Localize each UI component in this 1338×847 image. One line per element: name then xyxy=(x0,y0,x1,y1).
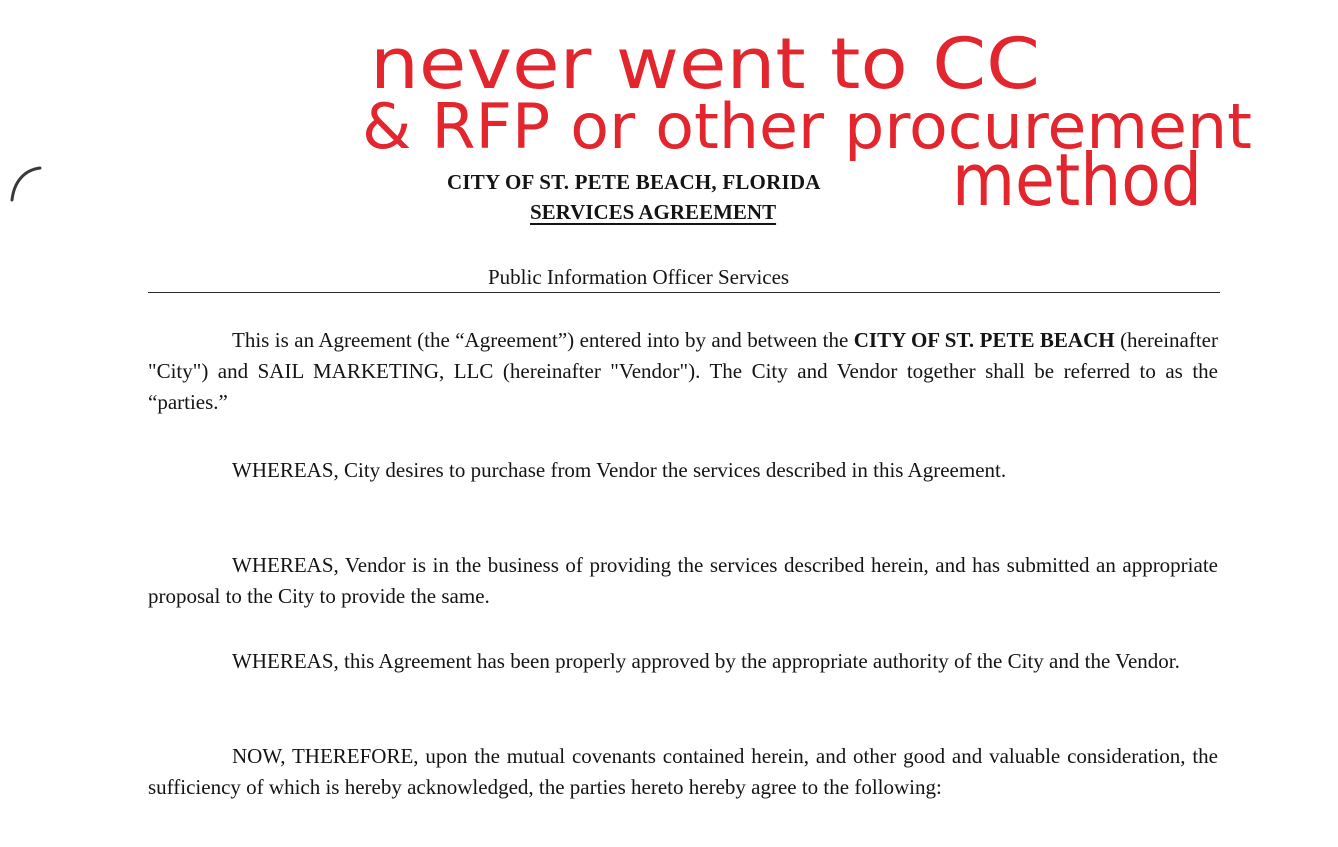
paragraph-parties xyxy=(148,325,1218,418)
paragraph-whereas-3: WHEREAS, this Agreement has been properly approved by the appropriate authority of the City and the Vendor. xyxy=(232,649,1180,673)
p1-city-bold: CITY OF ST. PETE BEACH xyxy=(853,328,1115,352)
city-heading: CITY OF ST. PETE BEACH, FLORIDA xyxy=(447,170,821,194)
agreement-subject: Public Information Officer Services xyxy=(488,265,790,289)
paragraph-whereas-2: WHEREAS, Vendor is in the business of providing the services described herein, and has submitted an appropriate proposal to the City to provide the same. xyxy=(148,553,1218,608)
subject-divider xyxy=(148,292,1220,293)
annotation-line-3: method xyxy=(952,138,1202,222)
annotation-line-1: never went to CC xyxy=(370,23,1040,105)
paragraph-whereas-1: WHEREAS, City desires to purchase from Vendor the services described in this Agreement. xyxy=(232,458,1007,482)
annotation-line-2: & RFP or other procurement xyxy=(362,90,1252,163)
scan-edge-mark xyxy=(0,0,80,220)
p1-text-b: (hereinafter "City") and SAIL MARKETING, LLC (hereinafter "Vendor"). The City and Vendor together shall be referred to as the “parties.” xyxy=(148,328,1218,414)
agreement-title: SERVICES AGREEMENT xyxy=(530,200,777,224)
paragraph-now-therefore: NOW, THEREFORE, upon the mutual covenants contained herein, and other good and valuable consideration, the sufficiency of which is hereby acknowledged, the parties hereto hereby agree to the following: xyxy=(148,744,1218,799)
p1-text-a: This is an Agreement (the “Agreement”) entered into by and between the xyxy=(232,328,854,352)
